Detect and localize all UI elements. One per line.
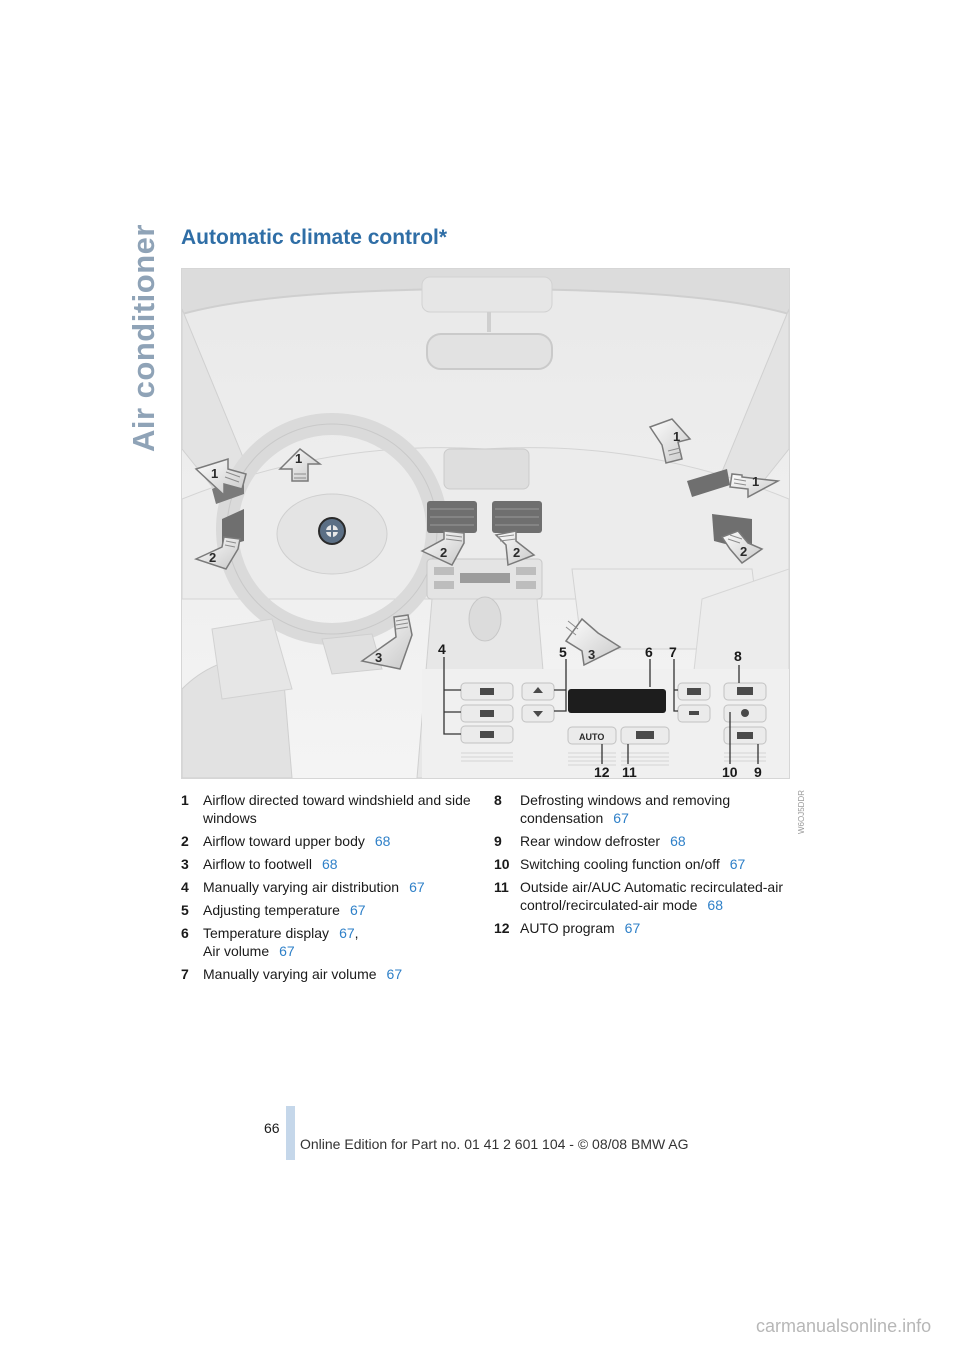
legend-item-text: Outside air/AUC Automatic recirculated-air control/recirculated-air mode <box>520 879 783 913</box>
auto-button-label: AUTO <box>579 732 605 742</box>
legend-left-column <box>181 791 481 988</box>
page-reference-link[interactable]: 67 <box>624 920 641 936</box>
legend-item-text: Airflow toward upper body <box>203 833 365 849</box>
page-number: 66 <box>264 1120 280 1136</box>
page-reference-link[interactable]: 67 <box>279 943 295 959</box>
legend-item <box>494 919 794 937</box>
legend-item <box>181 791 481 827</box>
page-reference-link[interactable]: 67 <box>386 966 403 982</box>
legend-item-number: 5 <box>181 902 189 918</box>
panel-number-7: 7 <box>669 644 677 660</box>
callout-1-left: 1 <box>211 466 219 481</box>
callout-3-left: 3 <box>375 650 383 665</box>
callout-1-right: 1 <box>752 474 760 489</box>
page-reference-link[interactable]: 67 <box>339 925 355 941</box>
figure-side-code-label: W6OJ5DDR <box>797 789 806 834</box>
legend-item <box>494 855 794 873</box>
panel-number-5: 5 <box>559 644 567 660</box>
legend-item-text: AUTO program <box>520 920 615 936</box>
footer-edition-note: Online Edition for Part no. 01 41 2 601 104 - © 08/08 BMW AG <box>300 1136 689 1152</box>
page-reference-link[interactable]: 67 <box>409 879 425 895</box>
legend-item-text: Adjusting temperature <box>203 902 340 918</box>
section-side-tab-label: Air conditioner <box>126 224 161 452</box>
panel-number-11: 11 <box>622 764 637 778</box>
legend-item-text: Airflow directed toward windshield and side windows <box>203 792 471 826</box>
callout-2-center-right: 2 <box>513 545 521 560</box>
legend-item-text: Rear window defroster <box>520 833 661 849</box>
callout-1-right-top: 1 <box>673 429 681 444</box>
legend-item <box>181 965 481 983</box>
panel-number-9: 9 <box>754 764 762 778</box>
callout-3-right: 3 <box>588 647 596 662</box>
page-reference-link[interactable]: 67 <box>349 902 366 918</box>
legend-item-text: Manually varying air volume <box>203 966 377 982</box>
legend-right-column <box>494 791 794 942</box>
legend-item-text: Temperature display <box>203 925 330 941</box>
legend-item-number: 3 <box>181 856 189 872</box>
legend-item-text: Defrosting windows and removing condensation <box>520 792 731 826</box>
page-reference-link[interactable]: 67 <box>613 810 629 826</box>
legend-item <box>181 878 481 896</box>
legend-item-number: 2 <box>181 833 189 849</box>
section-side-tab <box>118 224 161 452</box>
panel-number-10: 10 <box>722 764 738 778</box>
dashboard-illustration <box>181 268 790 779</box>
legend-item-number: 7 <box>181 966 189 982</box>
callout-2-right: 2 <box>740 544 748 559</box>
section-heading: Automatic climate control* <box>181 226 448 249</box>
legend-item <box>181 924 481 960</box>
page-reference-link[interactable]: 67 <box>729 856 746 872</box>
legend-item <box>181 855 481 873</box>
page-reference-link[interactable]: 68 <box>321 856 338 872</box>
legend-item <box>494 878 794 914</box>
panel-number-6: 6 <box>645 644 653 660</box>
figure-side-code <box>797 774 811 834</box>
callout-2-center-left: 2 <box>440 545 448 560</box>
legend-item-number: 6 <box>181 925 189 941</box>
legend-item-text-secondary: Air volume <box>203 943 270 959</box>
site-watermark: carmanualsonline.info <box>756 1316 932 1336</box>
legend-item-number: 1 <box>181 792 189 808</box>
legend-item <box>494 832 794 850</box>
legend-item-number: 4 <box>181 879 189 895</box>
panel-number-8: 8 <box>734 648 742 664</box>
legend-item <box>181 832 481 850</box>
footer-accent-bar <box>286 1106 295 1160</box>
legend-item-number: 12 <box>494 920 510 936</box>
panel-number-4: 4 <box>438 641 446 657</box>
legend-item-text: Switching cooling function on/off <box>520 856 720 872</box>
legend-item-text: Manually varying air distribution <box>203 879 400 895</box>
legend-item-number: 8 <box>494 792 502 808</box>
page-reference-link[interactable]: 68 <box>707 897 723 913</box>
legend-item-text: Airflow to footwell <box>203 856 312 872</box>
legend-item-number: 9 <box>494 833 502 849</box>
callout-1-top-left: 1 <box>295 451 303 466</box>
legend-item-comma: , <box>354 925 359 941</box>
panel-number-12: 12 <box>594 764 610 778</box>
page-reference-link[interactable]: 68 <box>374 833 391 849</box>
page-reference-link[interactable]: 68 <box>670 833 686 849</box>
legend-item <box>494 791 794 827</box>
legend-item-number: 11 <box>494 879 509 895</box>
legend-item-number: 10 <box>494 856 510 872</box>
legend-item <box>181 901 481 919</box>
callout-2-left: 2 <box>209 550 217 565</box>
